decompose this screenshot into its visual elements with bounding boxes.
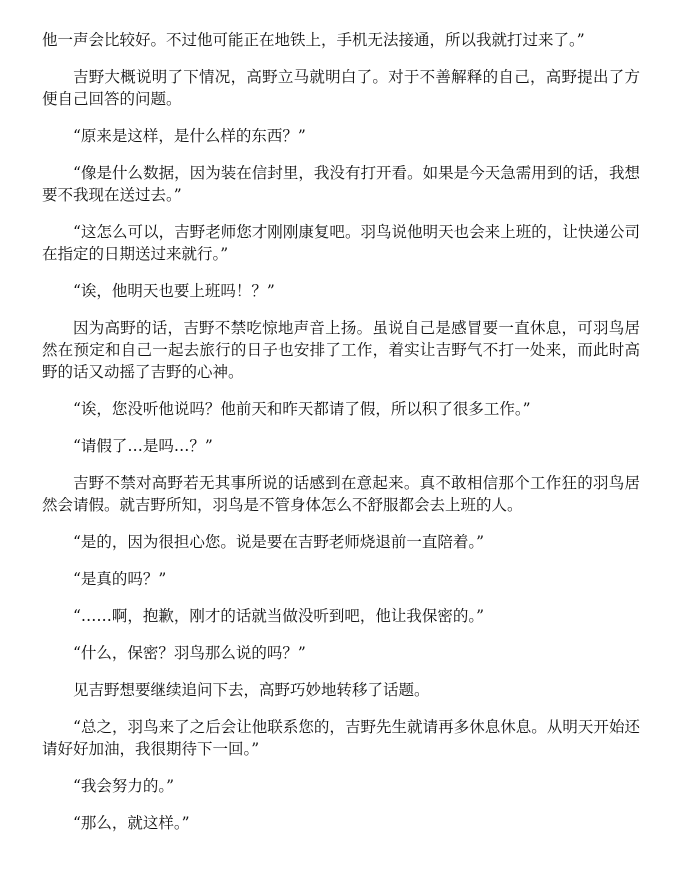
paragraph: 因为高野的话，吉野不禁吃惊地声音上扬。虽说自己是感冒要一直休息，可羽鸟居然在预定和自己一起去旅行的日子也安排了工作，着实让吉野气不打一处来，而此时高野的话又动摇了吉野的心神。 <box>42 319 640 381</box>
paragraph: 吉野大概说明了下情况，高野立马就明白了。对于不善解释的自己，高野提出了方便自己回答的问题。 <box>42 68 640 108</box>
paragraph: “是的，因为很担心您。说是要在吉野老师烧退前一直陪着。” <box>73 533 485 551</box>
paragraph: “原来是这样，是什么样的东西？” <box>73 127 306 145</box>
paragraph: “那么，就这样。” <box>73 814 190 832</box>
paragraph: “什么，保密？羽鸟那么说的吗？” <box>73 644 306 662</box>
paragraph: “请假了…是吗…？” <box>73 437 213 455</box>
paragraph: 他一声会比较好。不过他可能正在地铁上，手机无法接通，所以我就打过来了。” <box>42 31 585 49</box>
paragraph: 吉野不禁对高野若无其事所说的话感到在意起来。真不敢相信那个工作狂的羽鸟居然会请假。就吉野所知，羽鸟是不管身体怎么不舒服都会去上班的人。 <box>42 474 640 514</box>
paragraph: “诶，您没听他说吗？他前天和昨天都请了假，所以积了很多工作。” <box>73 400 531 418</box>
paragraph: “诶，他明天也要上班吗！？” <box>73 282 275 300</box>
paragraph: “像是什么数据，因为装在信封里，我没有打开看。如果是今天急需用到的话，我想要不我现在送过去。” <box>42 164 640 204</box>
paragraph: “我会努力的。” <box>73 777 175 795</box>
paragraph: “总之，羽鸟来了之后会让他联系您的，吉野先生就请再多休息休息。从明天开始还请好好加油，我很期待下一回。” <box>42 718 640 758</box>
paragraph: “……啊，抱歉，刚才的话就当做没听到吧，他让我保密的。” <box>73 607 485 625</box>
paragraph: “这怎么可以，吉野老师您才刚刚康复吧。羽鸟说他明天也会来上班的，让快递公司在指定的日期送过来就行。” <box>42 223 640 263</box>
paragraph: “是真的吗？” <box>73 570 167 588</box>
paragraph: 见吉野想要继续追问下去，高野巧妙地转移了话题。 <box>73 681 430 699</box>
